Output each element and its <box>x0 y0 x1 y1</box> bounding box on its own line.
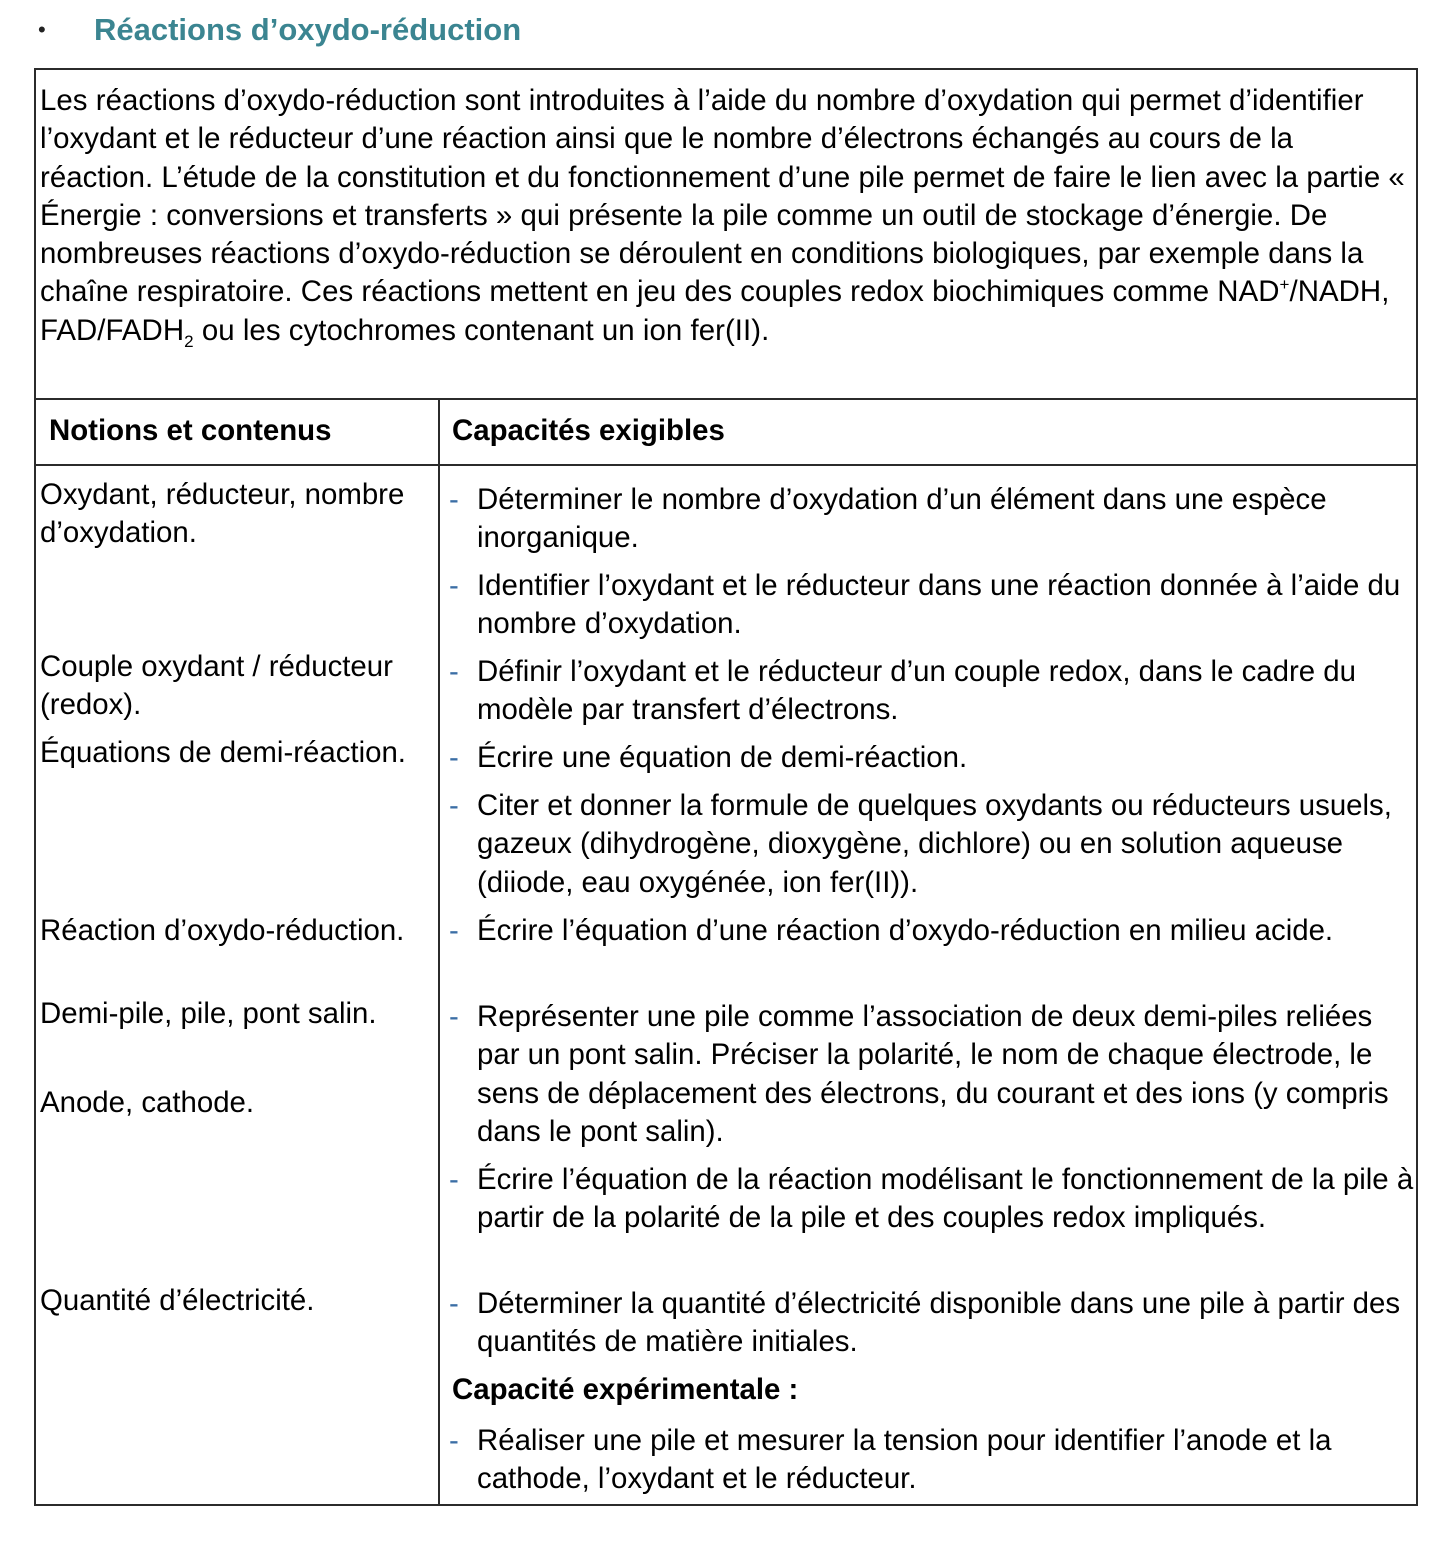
header-divider <box>36 464 1416 466</box>
experimental-text: Réaliser une pile et mesurer la tension pour identifier l’anode et la cathode, l’oxydant et le réducteur. <box>477 1424 1332 1496</box>
capacity-item <box>449 1422 1419 1499</box>
capacity-text: Identifier l’oxydant et le réducteur dans une réaction donnée à l’aide du nombre d’oxydation. <box>477 569 1401 641</box>
intro-paragraph <box>40 82 1414 350</box>
section-title: Réactions d’oxydo-réduction <box>94 12 522 47</box>
capacity-item <box>449 912 1419 950</box>
capacity-text: Déterminer la quantité d’électricité disponible dans une pile à partir des quantités de matière initiales. <box>477 1287 1401 1359</box>
notion-item: Équations de demi-réaction. <box>40 736 406 769</box>
dash-icon: - <box>449 1424 459 1457</box>
capacity-item <box>449 739 1419 777</box>
dash-icon: - <box>449 914 459 947</box>
dash-icon: - <box>449 741 459 774</box>
dash-icon: - <box>449 655 459 688</box>
capacity-item <box>449 653 1419 730</box>
experimental-heading: Capacité expérimentale : <box>452 1373 799 1406</box>
capacity-text: Écrire l’équation d’une réaction d’oxydo-réduction en milieu acide. <box>477 914 1334 947</box>
intro-text-2: /NADH, FAD/FADH <box>40 275 1390 347</box>
intro-divider <box>36 398 1416 400</box>
notion-item: Oxydant, réducteur, nombre d’oxydation. <box>40 478 405 550</box>
notion-item: Quantité d’électricité. <box>40 1284 315 1317</box>
program-table <box>34 68 1418 1506</box>
notion-item: Anode, cathode. <box>40 1086 255 1119</box>
capacity-item <box>449 481 1419 558</box>
column-divider <box>438 399 440 1504</box>
dash-icon: - <box>449 483 459 516</box>
intro-text-3: ou les cytochromes contenant un ion fer(II). <box>193 313 770 347</box>
dash-icon: - <box>449 789 459 822</box>
capacity-text: Citer et donner la formule de quelques oxydants ou réducteurs usuels, gazeux (dihydrogène, dioxygène, dichlore) ou en solution aqueuse (diiode, eau oxygénée, ion fer(II)). <box>477 789 1392 899</box>
capacity-item <box>449 787 1419 902</box>
bullet-icon: • <box>38 17 46 42</box>
column-header-notions: Notions et contenus <box>49 414 332 447</box>
notion-item: Demi-pile, pile, pont salin. <box>40 997 377 1030</box>
dash-icon: - <box>449 1163 459 1196</box>
capacity-text: Écrire une équation de demi-réaction. <box>477 741 968 774</box>
intro-text-1: Les réactions d’oxydo-réduction sont introduites à l’aide du nombre d’oxydation qui permet d’identifier l’oxydant et le réducteur d’une réaction ainsi que le nombre d’électrons échangés au cours de la réaction. L’étude de la constitution et du fonctionnement d’une pile permet de faire le lien avec la partie « Énergie : conversions et transferts » qui présente la pile comme un outil de stockage d’énergie. De nombreuses réactions d’oxydo-réduction se déroulent en conditions biologiques, par exemple dans la chaîne respiratoire. Ces réactions mettent en jeu des couples redox biochimiques comme NAD <box>40 84 1405 309</box>
column-header-capacites: Capacités exigibles <box>452 414 725 447</box>
capacity-item <box>449 1285 1419 1362</box>
capacity-text: Déterminer le nombre d’oxydation d’un élément dans une espèce inorganique. <box>477 483 1327 555</box>
capacity-item <box>449 998 1419 1151</box>
notion-item: Réaction d’oxydo-réduction. <box>40 914 405 947</box>
dash-icon: - <box>449 1000 459 1033</box>
intro-subscript: 2 <box>184 331 194 351</box>
capacity-text: Représenter une pile comme l’association de deux demi-piles reliées par un pont salin. Préciser la polarité, le nom de chaque électrode, le sens de déplacement des électrons, du courant et des ions (y compris dans le pont salin). <box>477 1000 1389 1148</box>
capacity-text: Écrire l’équation de la réaction modélisant le fonctionnement de la pile à partir de la polarité de la pile et des couples redox impliqués. <box>477 1163 1414 1235</box>
capacity-item <box>449 1161 1419 1238</box>
capacity-item <box>449 567 1419 644</box>
dash-icon: - <box>449 569 459 602</box>
notion-item: Couple oxydant / réducteur (redox). <box>40 650 393 722</box>
intro-superscript: + <box>1279 275 1290 295</box>
section-heading <box>38 8 521 52</box>
dash-icon: - <box>449 1287 459 1320</box>
capacity-text: Définir l’oxydant et le réducteur d’un couple redox, dans le cadre du modèle par transfert d’électrons. <box>477 655 1356 727</box>
